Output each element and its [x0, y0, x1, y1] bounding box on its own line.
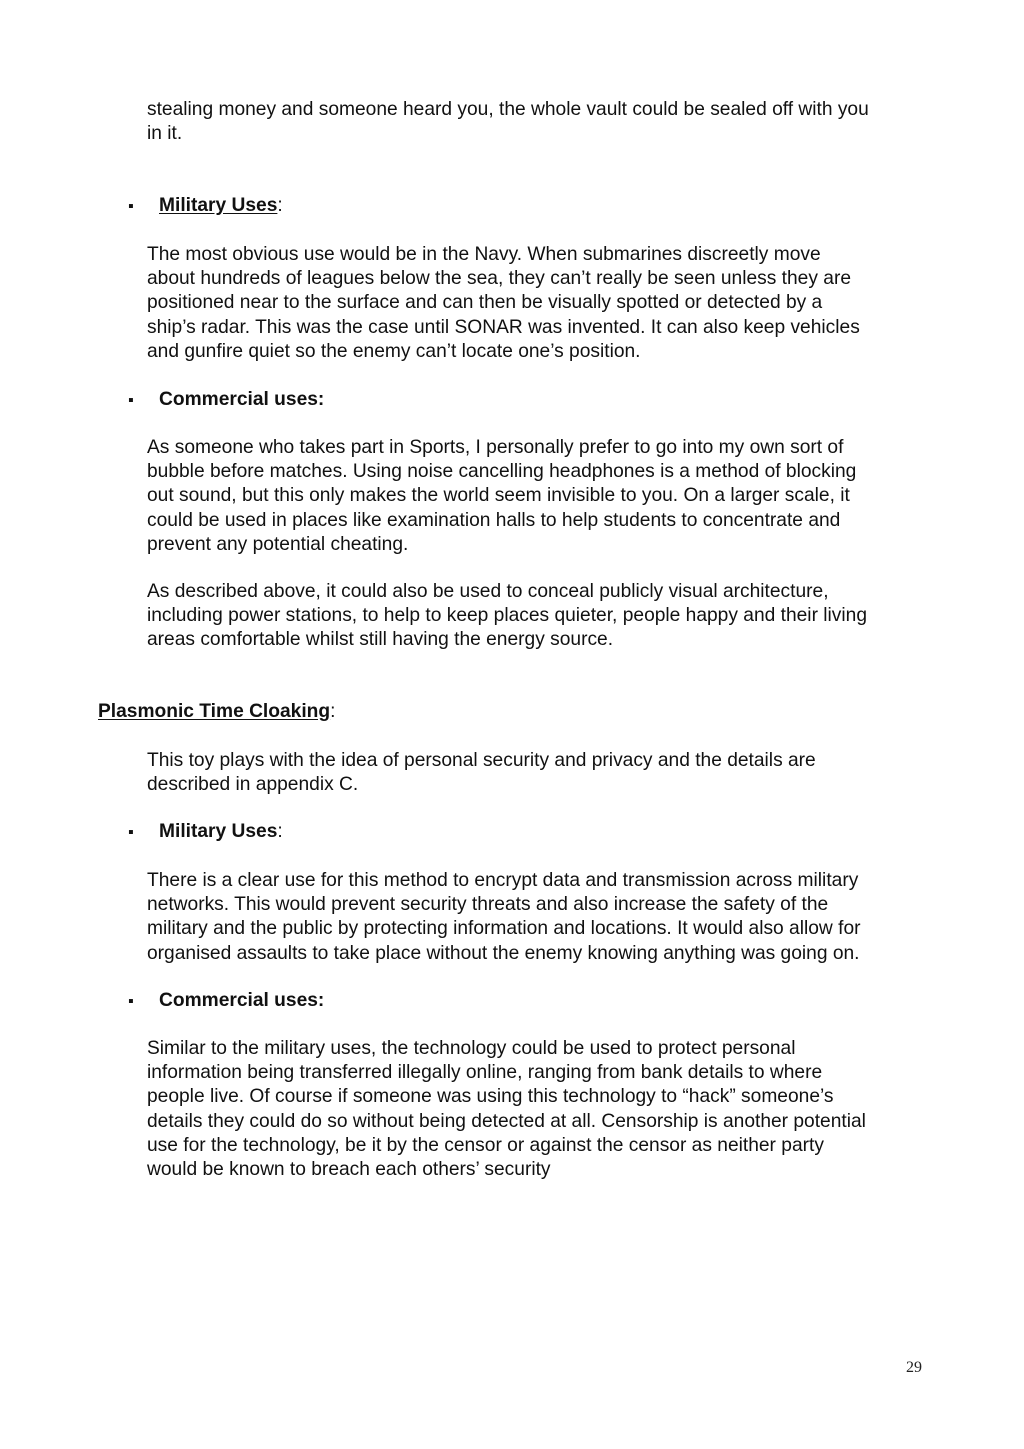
text-line: military and the public by protecting information and locations. It would also allow for	[147, 918, 861, 940]
text-line: There is a clear use for this method to encrypt data and transmission across military	[147, 870, 859, 891]
commercial-uses-bullet-2	[128, 989, 324, 1014]
label-suffix: :	[277, 821, 283, 842]
text-line: in it.	[147, 123, 183, 145]
text-line: people live. Of course if someone was using this technology to “hack” someone’s	[147, 1086, 834, 1108]
heading-suffix: :	[330, 701, 336, 722]
text-line: described in appendix C.	[147, 774, 359, 796]
commercial-uses-paragraph-2	[147, 580, 937, 653]
military-uses-label: Military Uses	[159, 195, 278, 216]
text-line: stealing money and someone heard you, the whole vault could be sealed off with you	[147, 99, 869, 120]
page-number: 29	[906, 1359, 922, 1376]
text-line: use for the technology, be it by the censor or against the censor as neither party	[147, 1134, 824, 1156]
commercial-uses-label-2: Commercial uses:	[159, 990, 325, 1011]
bullet-icon: ▪	[128, 824, 134, 841]
intro-paragraph	[147, 98, 937, 146]
text-line: would be known to breach each others’ security	[147, 1159, 551, 1181]
section-heading-title: Plasmonic Time Cloaking	[98, 701, 331, 722]
label-suffix: :	[277, 195, 283, 216]
text-line: networks. This would prevent security threats and also increase the safety of the	[147, 894, 829, 916]
plasmonic-intro-paragraph	[147, 749, 937, 797]
commercial-uses-paragraph-3	[147, 1037, 937, 1182]
text-line: As described above, it could also be used to conceal publicly visual architecture,	[147, 581, 829, 602]
bullet-icon: ▪	[128, 993, 134, 1010]
commercial-uses-label: Commercial uses:	[159, 389, 325, 410]
text-line: As someone who takes part in Sports, I personally prefer to go into my own sort of	[147, 437, 844, 458]
bullet-icon: ▪	[128, 198, 134, 215]
text-line: bubble before matches. Using noise cancelling headphones is a method of blocking	[147, 461, 857, 483]
military-uses-bullet	[128, 194, 283, 219]
text-line: information being transferred illegally online, ranging from bank details to where	[147, 1062, 823, 1084]
military-uses-paragraph-2	[147, 869, 937, 966]
text-line: and gunfire quiet so the enemy can’t locate one’s position.	[147, 340, 641, 362]
commercial-uses-bullet	[128, 388, 324, 413]
text-line: out sound, but this only makes the world seem invisible to you. On a larger scale, it	[147, 485, 850, 507]
text-line: could be used in places like examination halls to help students to concentrate and	[147, 509, 841, 531]
text-line: including power stations, to help to keep places quieter, people happy and their living	[147, 605, 868, 627]
text-line: prevent any potential cheating.	[147, 533, 409, 555]
text-line: positioned near to the surface and can then be visually spotted or detected by a	[147, 292, 823, 314]
text-line: areas comfortable whilst still having the energy source.	[147, 629, 614, 651]
section-heading	[98, 700, 335, 724]
bullet-icon: ▪	[128, 392, 134, 409]
text-line: details they could do so without being detected at all. Censorship is another potential	[147, 1110, 866, 1132]
military-uses-paragraph	[147, 243, 937, 364]
text-line: The most obvious use would be in the Navy. When submarines discreetly move	[147, 244, 821, 265]
text-line: ship’s radar. This was the case until SONAR was invented. It can also keep vehicles	[147, 316, 860, 338]
text-line: This toy plays with the idea of personal security and privacy and the details are	[147, 750, 816, 771]
commercial-uses-paragraph	[147, 436, 937, 557]
text-line: organised assaults to take place without the enemy knowing anything was going on.	[147, 942, 860, 964]
military-uses-label-2: Military Uses	[159, 821, 278, 842]
military-uses-bullet-2	[128, 820, 283, 845]
text-line: Similar to the military uses, the technology could be used to protect personal	[147, 1038, 796, 1059]
text-line: about hundreds of leagues below the sea, they can’t really be seen unless they are	[147, 268, 852, 290]
